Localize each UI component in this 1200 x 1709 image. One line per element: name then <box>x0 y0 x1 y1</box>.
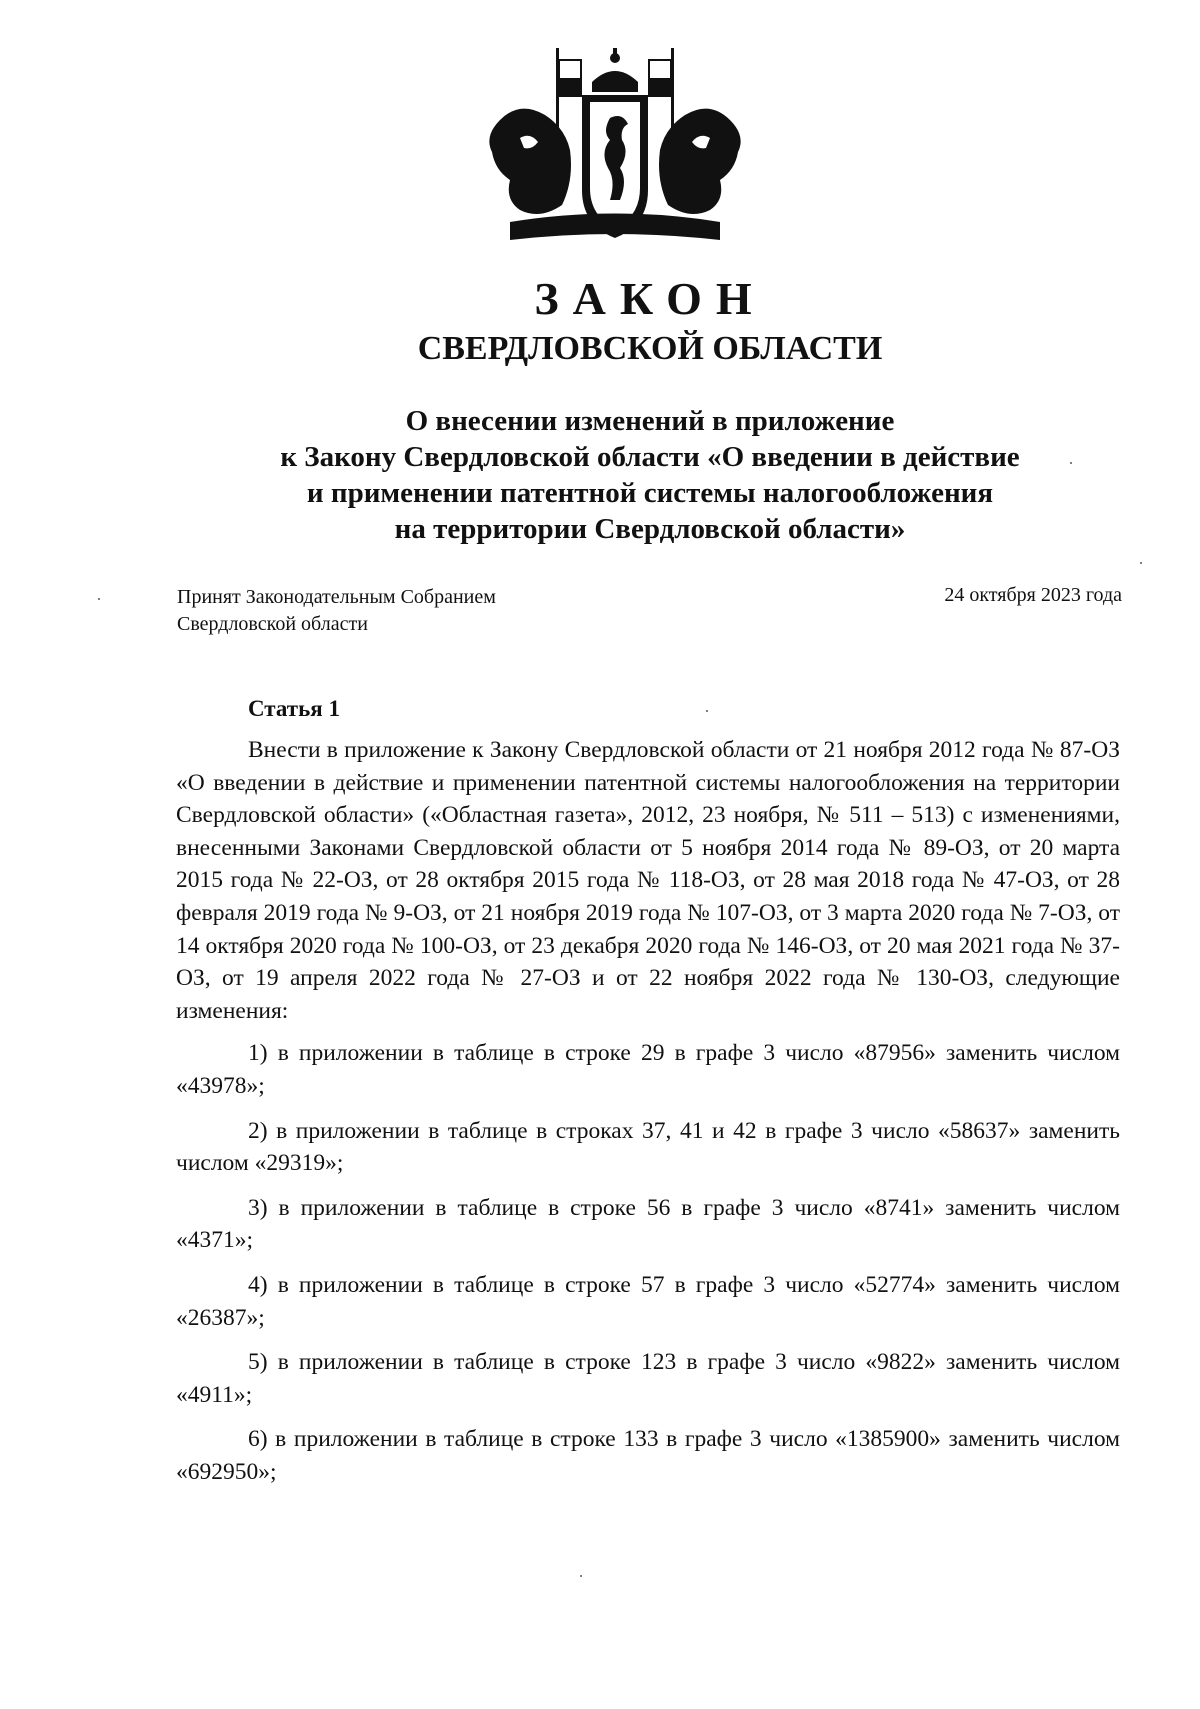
article-intro-paragraph: Внести в приложение к Закону Свердловской области от 21 ноября 2012 года № 87-ОЗ «О введении в действие и применении патентной системы налогообложения на территории Свердловской области» («Областная газета», 2012, 23 ноября, № 511 – 513) с изменениями, внесенными Законами Свердловской области от 5 ноября 2014 года № 89-ОЗ, от 20 марта 2015 года № 22-ОЗ, от 28 октября 2015 года № 118-ОЗ, от 28 мая 2018 года № 47-ОЗ, от 28 февраля 2019 года № 9-ОЗ, от 21 ноября 2019 года № 107-ОЗ, от 3 марта 2020 года № 7-ОЗ, от 14 октября 2020 года № 100-ОЗ, от 23 декабря 2020 года № 146-ОЗ, от 20 мая 2021 года № 37-ОЗ, от 19 апреля 2022 года № 27-ОЗ и от 22 ноября 2022 года № 130-ОЗ, следующие изменения: <box>176 737 1120 1024</box>
law-title-line: на территории Свердловской области» <box>394 513 906 545</box>
law-title-line: к Закону Свердловской области «О введении в действие <box>280 441 1020 473</box>
amendment-item: 3) в приложении в таблице в строке 56 в графе 3 число «8741» заменить числом «4371»; <box>176 1194 1120 1254</box>
adopting-body <box>177 584 627 638</box>
law-title-line: и применении патентной системы налогообложения <box>306 477 994 509</box>
article-body <box>176 734 1120 1500</box>
scan-speck <box>580 1575 582 1577</box>
scan-speck <box>98 598 100 600</box>
law-title-line: О внесении изменений в приложение <box>405 405 895 437</box>
scan-speck <box>1140 562 1142 564</box>
article-heading: Статья 1 <box>248 696 340 721</box>
law-title <box>100 403 1200 547</box>
adopting-body-line: Принят Законодательным Собранием <box>177 586 496 608</box>
adopting-body-line: Свердловской области <box>177 613 368 635</box>
amendment-item: 1) в приложении в таблице в строке 29 в графе 3 число «87956» заменить числом «43978»; <box>176 1040 1120 1099</box>
scan-speck <box>706 710 708 712</box>
law-region-heading: СВЕРДЛОВСКОЙ ОБЛАСТИ <box>417 330 883 367</box>
amendment-item: 6) в приложении в таблице в строке 133 в графе 3 число «1385900» заменить числом «692950»; <box>176 1426 1120 1485</box>
law-heading: ЗАКОН <box>534 273 766 324</box>
scan-speck <box>1070 462 1072 464</box>
amendment-item: 2) в приложении в таблице в строках 37, 41 и 42 в графе 3 число «58637» заменить числом «29319»; <box>176 1117 1120 1177</box>
amendment-item: 4) в приложении в таблице в строке 57 в графе 3 число «52774» заменить числом «26387»; <box>176 1271 1120 1331</box>
coat-of-arms-emblem <box>470 40 760 255</box>
amendment-item: 5) в приложении в таблице в строке 123 в графе 3 число «9822» заменить числом «4911»; <box>176 1349 1120 1408</box>
adoption-date: 24 октября 2023 года <box>944 584 1122 606</box>
